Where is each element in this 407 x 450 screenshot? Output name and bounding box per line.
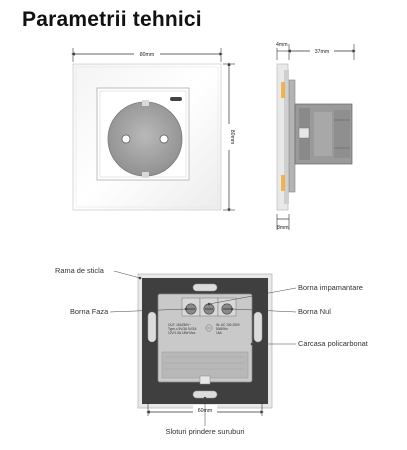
- spec-line-3: 12V/1.5A 18W Max: [168, 331, 196, 335]
- side-depth-label: 37mm: [314, 49, 330, 55]
- front-width-label: 80mm: [139, 52, 155, 58]
- side-glass-thickness-label: 4mm: [276, 42, 288, 48]
- label-rama-de-sticla: Rama de sticla: [55, 266, 104, 275]
- schuko-socket-cup: [108, 102, 182, 176]
- label-borna-nul: Borna Nul: [298, 307, 331, 316]
- leader-rama: [114, 271, 140, 278]
- spec-line-2: Type-c 5V/3A 9V/2A: [168, 327, 197, 331]
- spec-line-5: 50/60Hz: [216, 327, 228, 331]
- socket-pin-hole-right: [160, 135, 168, 143]
- socket-pin-hole-left: [122, 135, 130, 143]
- side-base-label: 8mm: [277, 225, 289, 231]
- mounting-slot-right: [254, 312, 262, 342]
- back-width-label: 60mm: [197, 408, 213, 414]
- front-height-label: 80mm: [229, 129, 235, 145]
- page-title: Parametrii tehnici: [22, 8, 202, 31]
- side-view: [276, 42, 354, 231]
- label-sloturi-prindere-suruburi: Sloturi prindere suruburi: [165, 427, 245, 436]
- usb-c-port-icon: [170, 97, 182, 101]
- spec-line-1: OUT: 16A250V~: [168, 323, 192, 327]
- front-view: [73, 48, 235, 210]
- label-borna-faza: Borna Faza: [70, 307, 109, 316]
- mounting-slot-top: [193, 284, 217, 291]
- spec-line-4: IN: AC 100-250V: [216, 323, 240, 327]
- mounting-slot-left: [148, 312, 156, 342]
- label-borna-impamantare: Borna impamantare: [298, 283, 363, 292]
- spec-line-6: 16A: [216, 331, 222, 335]
- label-carcasa-policarbonat: Carcasa policarbonat: [298, 339, 368, 348]
